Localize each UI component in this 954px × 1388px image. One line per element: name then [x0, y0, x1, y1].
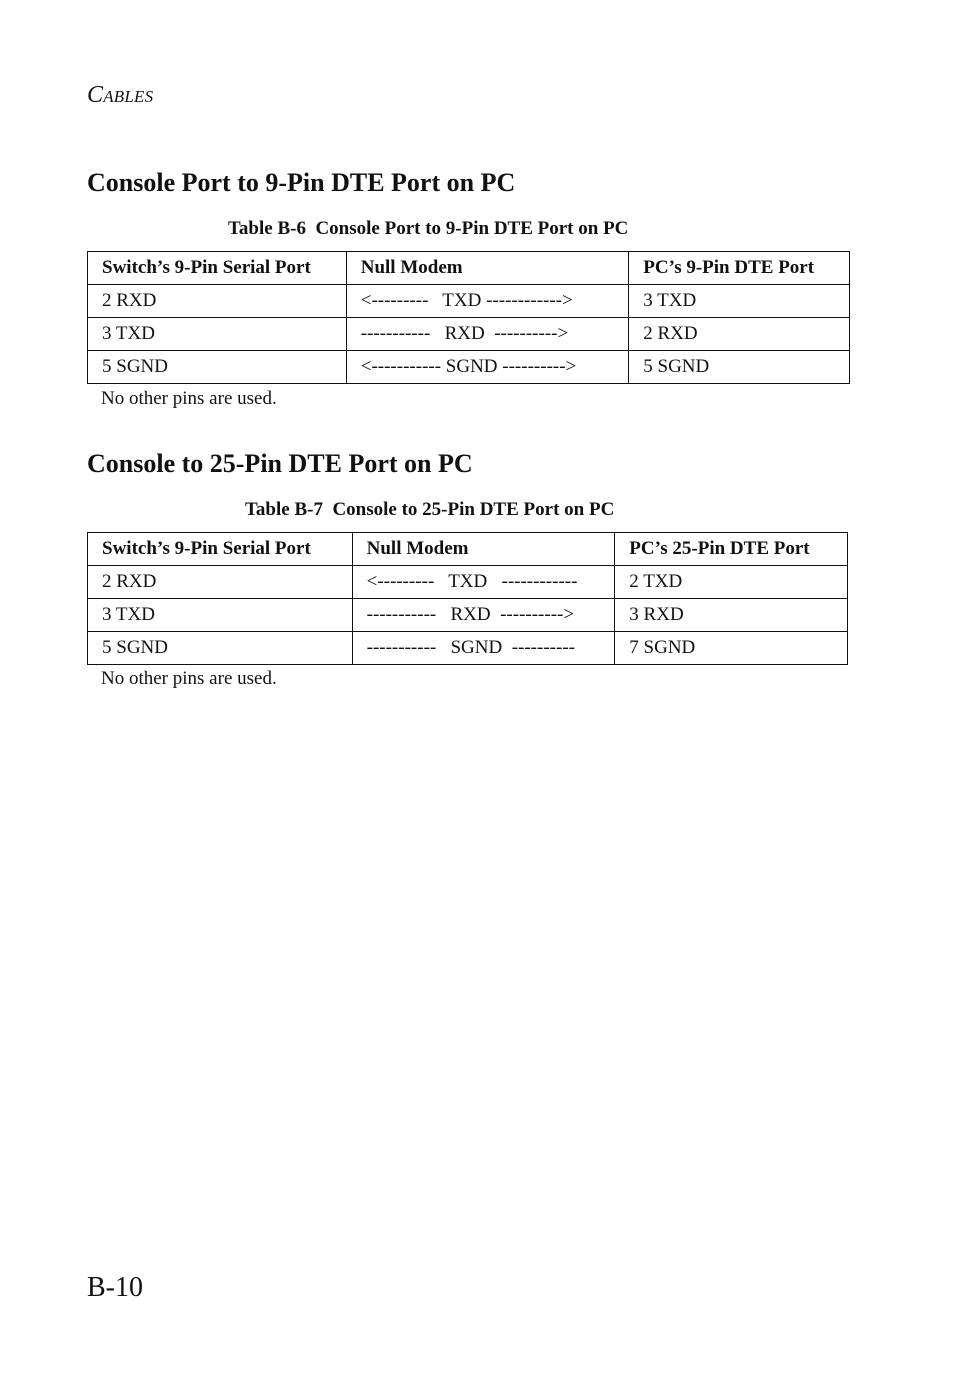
table-cell: 3 TXD: [629, 285, 850, 318]
table-cell: 2 RXD: [88, 285, 347, 318]
table-cell: 2 RXD: [88, 566, 353, 599]
running-header-initial: C: [87, 82, 104, 108]
table-header-row: [88, 252, 850, 285]
table-note: No other pins are used.: [101, 388, 277, 409]
table-cell: 2 RXD: [629, 318, 850, 351]
column-header: Null Modem: [352, 533, 615, 566]
running-header: [87, 82, 153, 109]
table-row: [88, 566, 848, 599]
table-cell: 5 SGND: [629, 351, 850, 384]
column-header: Switch’s 9-Pin Serial Port: [88, 252, 347, 285]
table-cell: ----------- RXD ---------->: [346, 318, 629, 351]
table-row: [88, 318, 850, 351]
page-number: B-10: [87, 1272, 143, 1303]
table-cell: <--------- TXD ------------: [352, 566, 615, 599]
section-heading: Console Port to 9-Pin DTE Port on PC: [87, 168, 516, 197]
table-cell: ----------- RXD ---------->: [352, 599, 615, 632]
table-cell: <--------- TXD ------------>: [346, 285, 629, 318]
table-cell: 5 SGND: [88, 351, 347, 384]
column-header: Switch’s 9-Pin Serial Port: [88, 533, 353, 566]
pin-table-b7: [87, 532, 848, 665]
table-row: [88, 351, 850, 384]
table-row: [88, 599, 848, 632]
table-caption: Table B-6 Console Port to 9-Pin DTE Port on PC: [228, 218, 629, 239]
table-cell: 3 TXD: [88, 318, 347, 351]
column-header: PC’s 25-Pin DTE Port: [615, 533, 848, 566]
column-header: Null Modem: [346, 252, 629, 285]
pin-table-b6: [87, 251, 850, 384]
running-header-rest: ABLES: [103, 87, 154, 106]
table-cell: 3 TXD: [88, 599, 353, 632]
table-caption: Table B-7 Console to 25-Pin DTE Port on PC: [245, 499, 615, 520]
column-header: PC’s 9-Pin DTE Port: [629, 252, 850, 285]
table-note: No other pins are used.: [101, 668, 277, 689]
table-cell: 2 TXD: [615, 566, 848, 599]
table-row: [88, 285, 850, 318]
section-heading: Console to 25-Pin DTE Port on PC: [87, 449, 473, 478]
table-cell: 7 SGND: [615, 632, 848, 665]
table-header-row: [88, 533, 848, 566]
table-cell: 3 RXD: [615, 599, 848, 632]
table-cell: 5 SGND: [88, 632, 353, 665]
table-cell: <----------- SGND ---------->: [346, 351, 629, 384]
table-row: [88, 632, 848, 665]
table-cell: ----------- SGND ----------: [352, 632, 615, 665]
